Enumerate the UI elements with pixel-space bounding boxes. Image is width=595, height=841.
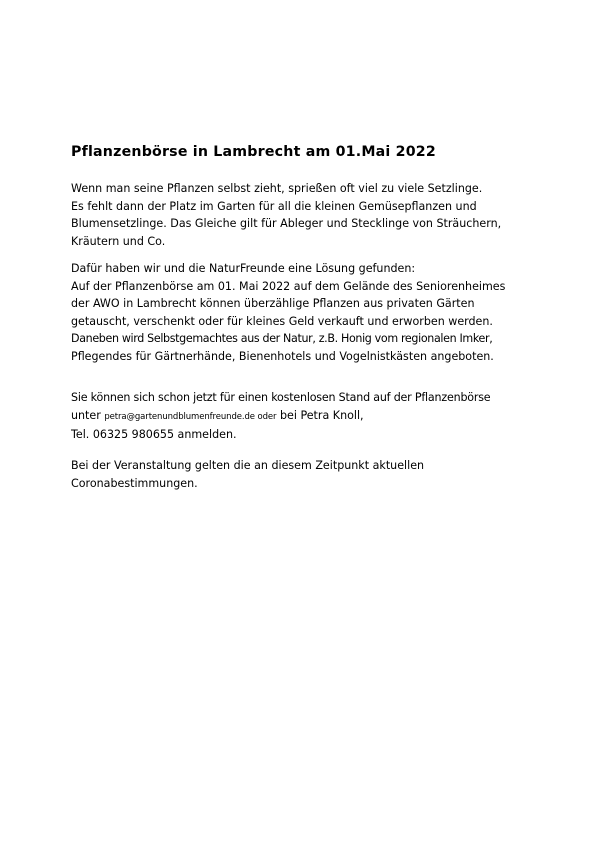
text-line: Es fehlt dann der Platz im Garten für all die kleinen Gemüsepflanzen und (71, 199, 477, 213)
paragraph-registration (71, 389, 551, 444)
text-line: Tel. 06325 980655 anmelden. (71, 428, 237, 442)
text-line: Sie können sich schon jetzt für einen kostenlosen Stand auf der Pflanzenbörse (71, 391, 491, 404)
text-line: Pflegendes für Gärtnerhände, Bienenhotels und Vogelnistkästen angeboten. (71, 349, 494, 363)
text-line: Coronabestimmungen. (71, 476, 198, 490)
text-line: Auf der Pflanzenbörse am 01. Mai 2022 auf dem Gelände des Seniorenheimes (71, 279, 506, 293)
text-line: getauscht, verschenkt oder für kleines Geld verkauft und erworben werden. (71, 314, 493, 328)
text-line: Blumensetzlinge. Das Gleiche gilt für Ableger und Stecklinge von Sträuchern, (71, 217, 502, 231)
paragraph-intro (71, 180, 551, 250)
paragraph-solution (71, 260, 551, 366)
text-line: Wenn man seine Pflanzen selbst zieht, sprießen oft viel zu viele Setzlinge. (71, 182, 483, 195)
text-line (71, 407, 551, 427)
document-title: Pflanzenbörse in Lambrecht am 01.Mai 2022 (71, 144, 436, 160)
text-fragment: unter (71, 408, 105, 422)
text-line: Dafür haben wir und die NaturFreunde eine Lösung gefunden: (71, 262, 416, 275)
text-line: Daneben wird Selbstgemachtes aus der Natur, z.B. Honig vom regionalen Imker, (71, 332, 493, 346)
text-line: Bei der Veranstaltung gelten die an diesem Zeitpunkt aktuellen (71, 459, 425, 472)
email-text: petra@gartenundblumenfreunde.de oder (104, 411, 277, 422)
text-fragment: bei Petra Knoll, (276, 408, 364, 422)
paragraph-corona (71, 457, 551, 492)
text-line: Kräutern und Co. (71, 234, 166, 248)
text-line: der AWO in Lambrecht können überzählige Pflanzen aus privaten Gärten (71, 297, 475, 311)
